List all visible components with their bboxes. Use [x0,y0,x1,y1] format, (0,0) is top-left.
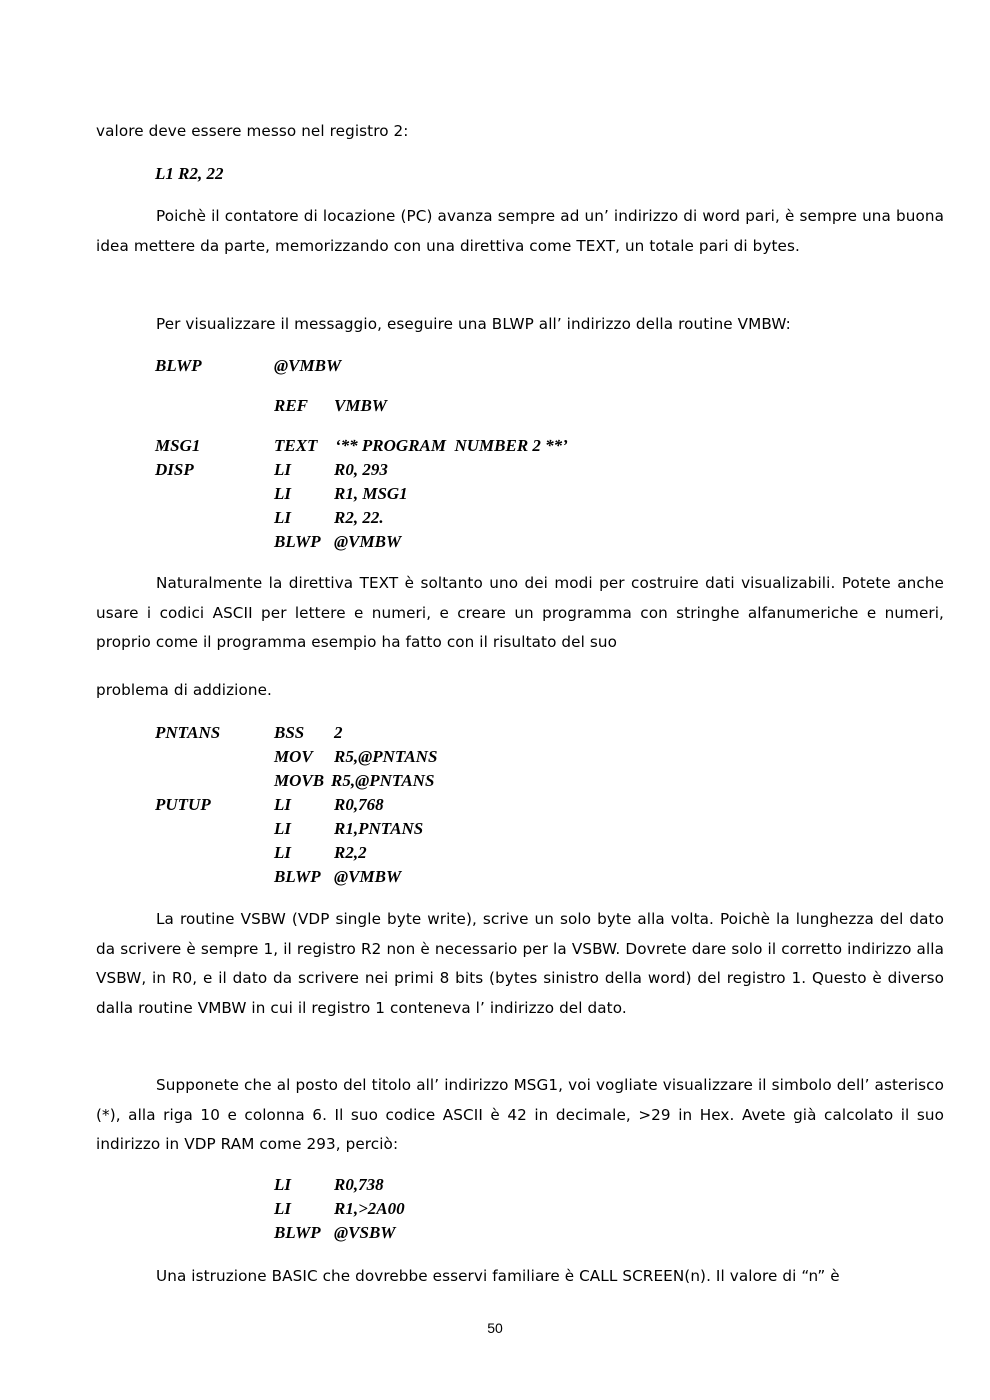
code-op: BLWP [274,867,321,886]
code-line-l1: L1 R2, 22 [155,164,224,183]
code-op-vmbw: @VMBW [274,356,342,375]
code-op: LI [274,819,291,838]
code-arg-ref: VMBW [334,396,387,415]
code-arg: R1, MSG1 [334,484,408,503]
code-label: DISP [155,460,194,479]
code-arg: R0, 293 [334,460,388,479]
code-op: LI [274,843,291,862]
code-arg: ‘** PROGRAM NUMBER 2 **’ [335,436,568,455]
code-arg: 2 [334,723,343,742]
code-op: LI [274,508,291,527]
paragraph-call-screen: Una istruzione BASIC che dovrebbe esservi familiare è CALL SCREEN(n). Il valore di “n” è [156,1267,840,1285]
code-arg: @VSBW [334,1223,396,1242]
code-label: PUTUP [155,795,211,814]
code-arg: R5,@PNTANS [334,747,438,766]
code-op: BLWP [274,1223,321,1242]
code-op: LI [274,460,291,479]
code-arg: @VMBW [334,532,402,551]
code-arg: R2, 22. [334,508,384,527]
paragraph-text-directive: Naturalmente la direttiva TEXT è soltanto uno dei modi per costruire dati visualizabili. Potete anche usare i codici ASCII per lettere e numeri, e creare un programma con stringhe alfanumeriche e numeri, proprio come il programma esempio ha fatto con il risultato del suo [96,574,944,651]
code-op: TEXT [274,436,318,455]
code-op: LI [274,795,291,814]
code-arg: R0,768 [334,795,384,814]
paragraph-intro: valore deve essere messo nel registro 2: [96,122,409,140]
code-arg: R2,2 [334,843,367,862]
code-label: PNTANS [155,723,221,742]
code-op: MOVB [274,771,325,790]
code-arg: @VMBW [334,867,402,886]
code-label: MSG1 [155,436,201,455]
code-op: BSS [274,723,305,742]
paragraph-pc-counter: Poichè il contatore di locazione (PC) avanza sempre ad un’ indirizzo di word pari, è sempre una buona idea mettere da parte, memorizzando con una direttiva come TEXT, un totale pari di bytes. [96,207,944,255]
paragraph-vsbw: La routine VSBW (VDP single byte write), scrive un solo byte alla volta. Poichè la lunghezza del dato da scrivere è sempre 1, il registro R2 non è necessario per la VSBW. Dovrete dare solo il corretto indirizzo alla VSBW, in R0, e il dato da scrivere nei primi 8 bits (bytes sinistro della word) del registro 1. Questo è diverso dalla routine VMBW in cui il registro 1 conteneva l’ indirizzo del dato. [96,910,944,1017]
code-arg: R0,738 [334,1175,384,1194]
page-number: 50 [487,1320,503,1336]
code-arg: R1,>2A00 [334,1199,405,1218]
paragraph-asterisk: Supponete che al posto del titolo all’ indirizzo MSG1, voi vogliate visualizzare il simbolo dell’ asterisco (*), alla riga 10 e colonna 6. Il suo codice ASCII è 42 in decimale, >29 in Hex. Avete già calcolato il suo indirizzo in VDP RAM come 293, perciò: [96,1076,944,1153]
paragraph-display-message: Per visualizzare il messaggio, eseguire una BLWP all’ indirizzo della routine VMBW: [156,315,791,333]
paragraph-addition: problema di addizione. [96,681,272,699]
code-arg: R5,@PNTANS [331,771,435,790]
code-op: LI [274,1199,291,1218]
code-op: LI [274,1175,291,1194]
code-op-ref: REF [274,396,309,415]
code-arg: R1,PNTANS [334,819,424,838]
code-label-blwp: BLWP [155,356,202,375]
code-op: MOV [274,747,313,766]
code-op: BLWP [274,532,321,551]
code-op: LI [274,484,291,503]
